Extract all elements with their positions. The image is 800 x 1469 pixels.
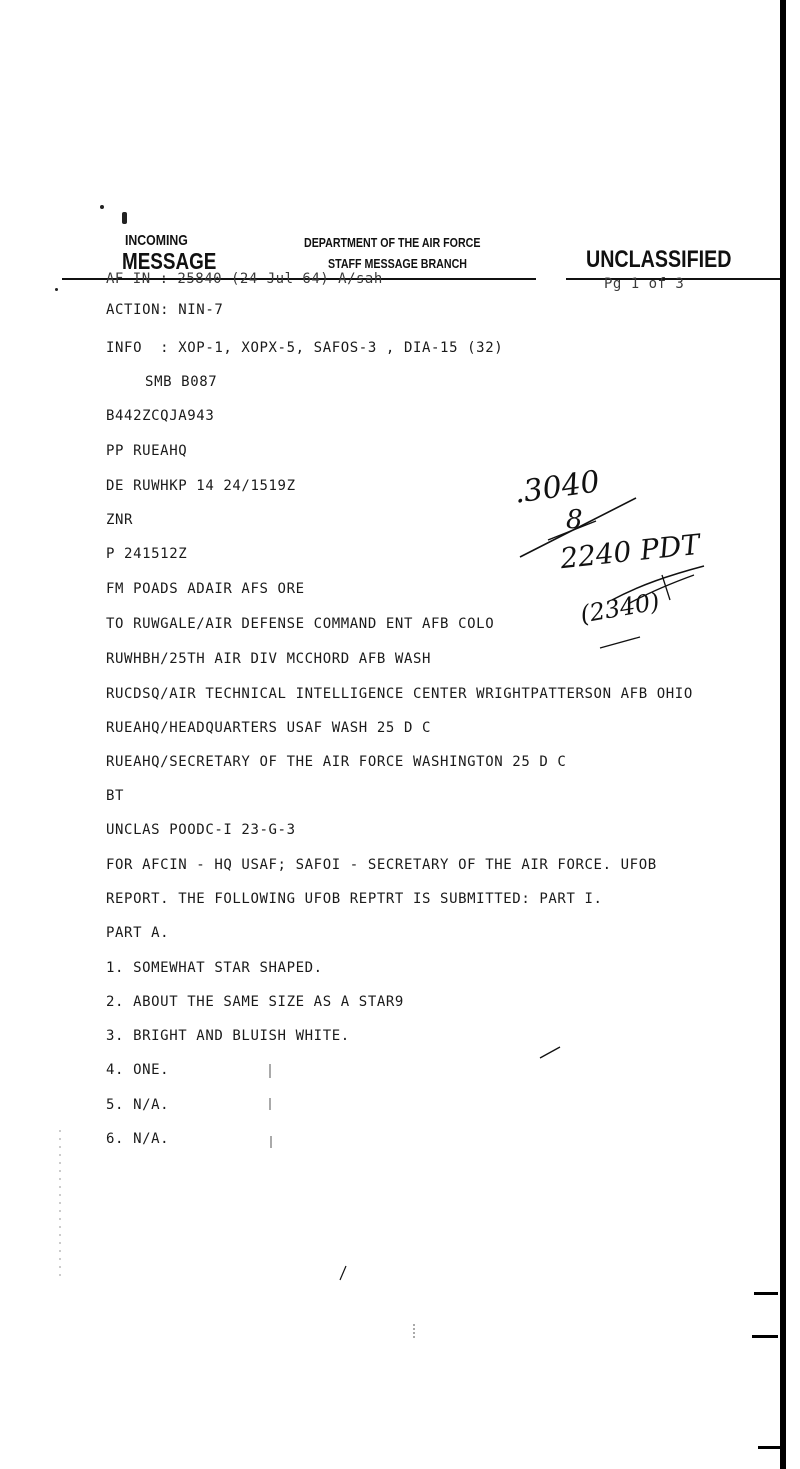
classification-line: UNCLAS POODC-I 23-G-3 [106,822,296,838]
classification-label: UNCLASSIFIED [586,246,732,273]
action-line: ACTION: NIN-7 [106,302,224,318]
branch-name: STAFF MESSAGE BRANCH [328,256,467,271]
de-line: DE RUWHKP 14 24/1519Z [106,478,296,494]
list-item: 6. N/A. [106,1131,170,1147]
to-line: TO RUWGALE/AIR DEFENSE COMMAND ENT AFB COLO [106,616,495,632]
info-line: INFO : XOP-1, XOPX-5, SAFOS-3 , DIA-15 (32) [106,340,504,356]
list-item: 4. ONE. [106,1062,170,1078]
department-name: DEPARTMENT OF THE AIR FORCE [304,235,481,250]
handwritten-note: 2240 PDT [558,527,702,576]
list-item: 2. ABOUT THE SAME SIZE AS A STAR9 [106,994,404,1010]
list-item: 3. BRIGHT AND BLUISH WHITE. [106,1028,350,1044]
section-heading: PART A. [106,925,170,941]
list-item: 1. SOMEWHAT STAR SHAPED. [106,960,323,976]
list-item: 5. N/A. [106,1097,170,1113]
bt-line: BT [106,788,125,804]
handwritten-note: (2340) [578,587,662,629]
message-label: MESSAGE [122,248,217,274]
handwritten-note: 8 [566,505,583,535]
addressee-line: RUCDSQ/AIR TECHNICAL INTELLIGENCE CENTER WRIGHTPATTERSON AFB OHIO [106,686,693,702]
handwritten-note: .3040 [511,464,602,511]
from-line: FM POADS ADAIR AFS ORE [106,581,305,597]
incoming-label: INCOMING [125,232,188,249]
dtg-line: P 241512Z [106,546,188,562]
text-line: REPORT. THE FOLLOWING UFOB REPTRT IS SUBMITTED: PART I. [106,891,603,907]
addressee-line: RUEAHQ/HEADQUARTERS USAF WASH 25 D C [106,720,432,736]
af-in-line: AF IN : 25840 (24 Jul 64) A/sah [106,271,383,287]
znr-line: ZNR [106,512,134,528]
smb-line: SMB B087 [127,374,218,390]
addressee-line: RUWHBH/25TH AIR DIV MCCHORD AFB WASH [106,651,432,667]
page-indicator: Pg 1 of 3 [604,276,685,292]
addressee-line: RUEAHQ/SECRETARY OF THE AIR FORCE WASHINGTON 25 D C [106,754,567,770]
routing-line: B442ZCQJA943 [106,408,215,424]
text-line: FOR AFCIN - HQ USAF; SAFOI - SECRETARY OF THE AIR FORCE. UFOB [106,857,657,873]
precedence-line: PP RUEAHQ [106,443,188,459]
